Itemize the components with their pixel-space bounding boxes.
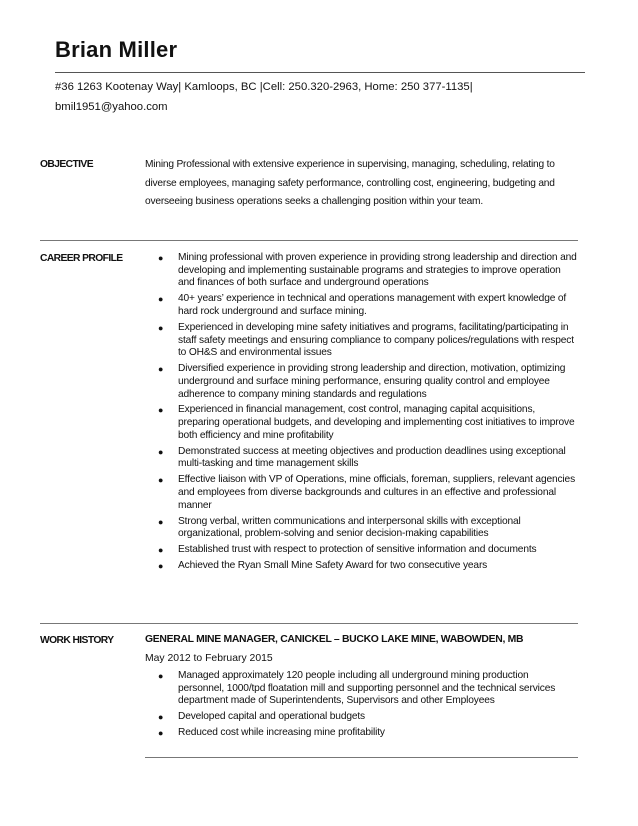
job-title: GENERAL MINE MANAGER, CANICKEL – BUCKO LAKE MINE, WABOWDEN, MB — [145, 634, 524, 645]
job-entry — [145, 634, 577, 743]
bullet-icon: ● — [158, 446, 164, 457]
list-item: ● Experienced in developing mine safety initiatives and programs, facilitating/participating in staff safety meetings and ensuring compliance to company polices/regulations with respect to OH&S and environmental issues — [158, 321, 574, 359]
list-item: ● Effective liaison with VP of Operations, mine officials, foreman, suppliers, relevant agencies and employees from diverse backgrounds and cultures in an effective and professional manner — [158, 474, 576, 511]
list-item: ● Demonstrated success at meeting objectives and production deadlines using exceptional multi-tasking and time management skills — [158, 445, 566, 470]
bullet-icon: ● — [158, 516, 164, 527]
list-item: ● Diversified experience in providing strong leadership and direction, motivation, optimizing underground and surface mining performance, ensuring quality control and employee adherence to company mining standards and regulations — [158, 363, 566, 400]
header-rule — [55, 72, 585, 73]
section-divider — [145, 757, 578, 758]
bullet-icon: ● — [158, 405, 164, 416]
bullet-icon: ● — [158, 322, 164, 333]
list-item: ● Developed capital and operational budgets — [158, 711, 365, 723]
list-item: ● Experienced in financial management, cost control, managing capital acquisitions, preparing operational budgets, and developing and implementing cost initiatives to improve both efficiency and mine profitability — [158, 404, 575, 441]
bullet-icon: ● — [158, 364, 164, 375]
candidate-name: Brian Miller — [55, 37, 178, 62]
section-divider — [40, 623, 578, 624]
section-divider — [40, 240, 578, 241]
career-profile-list — [145, 252, 577, 576]
list-item: ● Reduced cost while increasing mine profitability — [158, 727, 385, 739]
bullet-icon: ● — [158, 475, 164, 486]
list-item: ● Established trust with respect to protection of sensitive information and documents — [158, 544, 537, 556]
career-profile-label: CAREER PROFILE — [40, 253, 123, 264]
list-item: ● Managed approximately 120 people including all underground mining production personnel, 1000/tpd floatation mill and supporting personnel and the technical services department made of Superintendents, Supervisors and other Employees — [158, 670, 556, 707]
bullet-icon: ● — [158, 294, 164, 305]
bullet-icon: ● — [158, 712, 164, 723]
list-item: ● Strong verbal, written communications and interpersonal skills with exceptional organizational, problem-solving and senior decision-making capabilities — [158, 515, 521, 540]
bullet-icon: ● — [158, 728, 164, 739]
work-history-label: WORK HISTORY — [40, 635, 114, 646]
job-dates: May 2012 to February 2015 — [145, 653, 273, 664]
list-item: ● 40+ years’ experience in technical and operations management with expert knowledge of hard rock underground and surface mining. — [158, 293, 567, 317]
list-item: ● Achieved the Ryan Small Mine Safety Award for two consecutive years — [158, 560, 488, 572]
contact-address-phone: #36 1263 Kootenay Way| Kamloops, BC |Cell: 250.320-2963, Home: 250 377-1135| — [55, 81, 473, 93]
bullet-icon: ● — [158, 545, 164, 556]
contact-email: bmil1951@yahoo.com — [55, 101, 168, 113]
list-item: ● Mining professional with proven experience in providing strong leadership and direction and developing and implementing sustainable programs and strategies to improve operation and finances of both surface and underground operations — [158, 252, 577, 289]
bullet-icon: ● — [158, 671, 164, 681]
bullet-icon: ● — [158, 561, 164, 572]
job-duties-list — [145, 670, 577, 740]
contact-info — [55, 77, 473, 117]
bullet-icon: ● — [158, 253, 164, 263]
objective-label: OBJECTIVE — [40, 159, 93, 170]
objective-text: Mining Professional with extensive experience in supervising, managing, scheduling, relating to diverse employees, managing safety performance, controlling cost, engineering, budgeting and overseeing business operations seeks a challenging position within your team. — [145, 159, 555, 207]
